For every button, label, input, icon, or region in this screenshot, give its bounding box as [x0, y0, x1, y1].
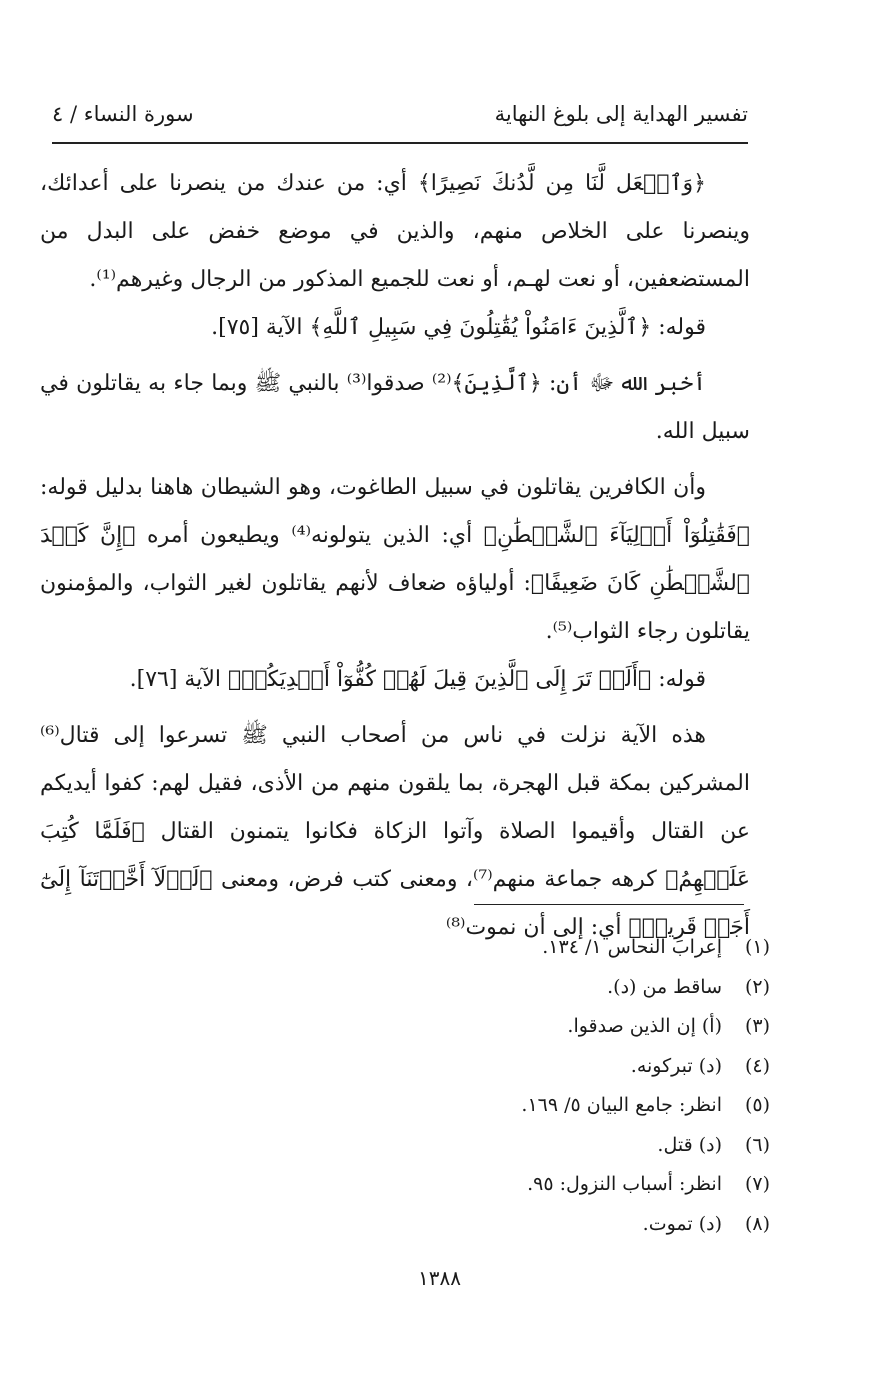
- footnote-number: (٦): [744, 1133, 770, 1156]
- footnote-number: (٢): [744, 975, 770, 998]
- paragraph-5: قوله: ﴿أَلَمۡ تَرَ إِلَى ٱلَّذِينَ قِيلَ لَهُمۡ كُفُّوٓاْ أَيۡدِيَكُمۡ﴾ الآية [٧٦].: [129, 667, 706, 692]
- book-title: تفسير الهداية إلى بلوغ النهاية: [494, 102, 748, 126]
- footnote-5: [300, 1086, 770, 1126]
- footnote-number: (٣): [744, 1015, 770, 1037]
- footnote-text: انظر: أسباب النزول: ٩٥.: [527, 1173, 722, 1195]
- footnote-text: (د) تموت.: [642, 1212, 722, 1235]
- footnote-2: [300, 968, 770, 1008]
- footnote-3: [300, 1007, 770, 1047]
- paragraph-1: ﴿وَٱجۡعَل لَّنَا مِن لَّدُنكَ نَصِيرًا﴾ أي: من عندك من ينصرنا على أعدائك، وينصرنا على الخلاص منهم، والذين في موضع خفض على البدل من المستضعفين، أو نعت لهـم، أو نعت للجميع المذكور من الرجال وغيرهم⁽¹⁾.: [40, 171, 750, 292]
- footnote-text: (أ) إن الذين صدقوا.: [567, 1015, 722, 1037]
- footnote-text: إعراب النحاس ١/ ١٣٤.: [542, 936, 722, 958]
- footnotes: [300, 928, 770, 1244]
- footnote-text: (د) تبركونه.: [630, 1054, 722, 1077]
- footnote-text: (د) قتل.: [657, 1133, 722, 1156]
- footnote-8: [300, 1205, 770, 1245]
- footnote-number: (٨): [744, 1212, 770, 1235]
- paragraph-3: أخبر الله ﷻ أن: ﴿ٱلَّذِينَ﴾⁽²⁾ صدقوا⁽³⁾ بالنبي ﷺ وبما جاء به يقاتلون في سبيل الله.: [40, 371, 750, 444]
- footnote-6: [300, 1126, 770, 1166]
- footnote-number: (١): [744, 936, 770, 958]
- paragraph-6: هذه الآية نزلت في ناس من أصحاب النبي ﷺ تسرعوا إلى قتال⁽⁶⁾ المشركين بمكة قبل الهجرة، بما يلقون منهم من الأذى، فقيل لهم: كفوا أيديكم عن القتال وأقيموا الصلاة وآتوا الزكاة فكانوا يتمنون القتال ﴿فَلَمَّا كُتِبَ عَلَيۡهِمُ﴾ كرهه جماعة منهم⁽⁷⁾، ومعنى كتب فرض، ومعنى ﴿لَوۡلَآ أَخَّرۡتَنَآ إِلَىٰٓ أَجَلٖ قَرِيبٖ﴾ أي: إلى أن نموت⁽⁸⁾: [40, 723, 751, 940]
- footnote-text: ساقط من (د).: [607, 975, 722, 998]
- paragraph-4: وأن الكافرين يقاتلون في سبيل الطاغوت، وهو الشيطان هاهنا بدليل قوله: ﴿فَقَٰتِلُوٓاْ أَوۡلِيَآءَ ٱلشَّيۡطَٰنِ﴾ أي: الذين يتولونه⁽⁴⁾ ويطيعون أمره ﴿إِنَّ كَيۡدَ ٱلشَّيۡطَٰنِ كَانَ ضَعِيفًا﴾: أولياؤه ضعاف لأنهم يقاتلون لغير الثواب، والمؤمنون يقاتلون رجاء الثواب⁽⁵⁾.: [40, 475, 751, 644]
- footnote-number: (٧): [744, 1173, 770, 1195]
- footnote-4: [300, 1047, 770, 1087]
- surah-label: سورة النساء / ٤: [52, 102, 194, 126]
- footnote-separator: [474, 904, 744, 905]
- footnote-text: انظر: جامع البيان ٥/ ١٦٩.: [521, 1094, 722, 1116]
- paragraph-2: قوله: ﴿ٱلَّذِينَ ءَامَنُواْ يُقَٰتِلُونَ فِي سَبِيلِ ٱللَّهِ﴾ الآية [٧٥].: [211, 315, 706, 340]
- footnote-7: [300, 1165, 770, 1205]
- page-number: ١٣٨٨: [418, 1266, 461, 1290]
- commentary-body: [40, 160, 750, 952]
- running-header: [52, 98, 748, 144]
- footnote-number: (٥): [744, 1094, 770, 1116]
- footnote-1: [300, 928, 770, 968]
- footnote-number: (٤): [744, 1054, 770, 1077]
